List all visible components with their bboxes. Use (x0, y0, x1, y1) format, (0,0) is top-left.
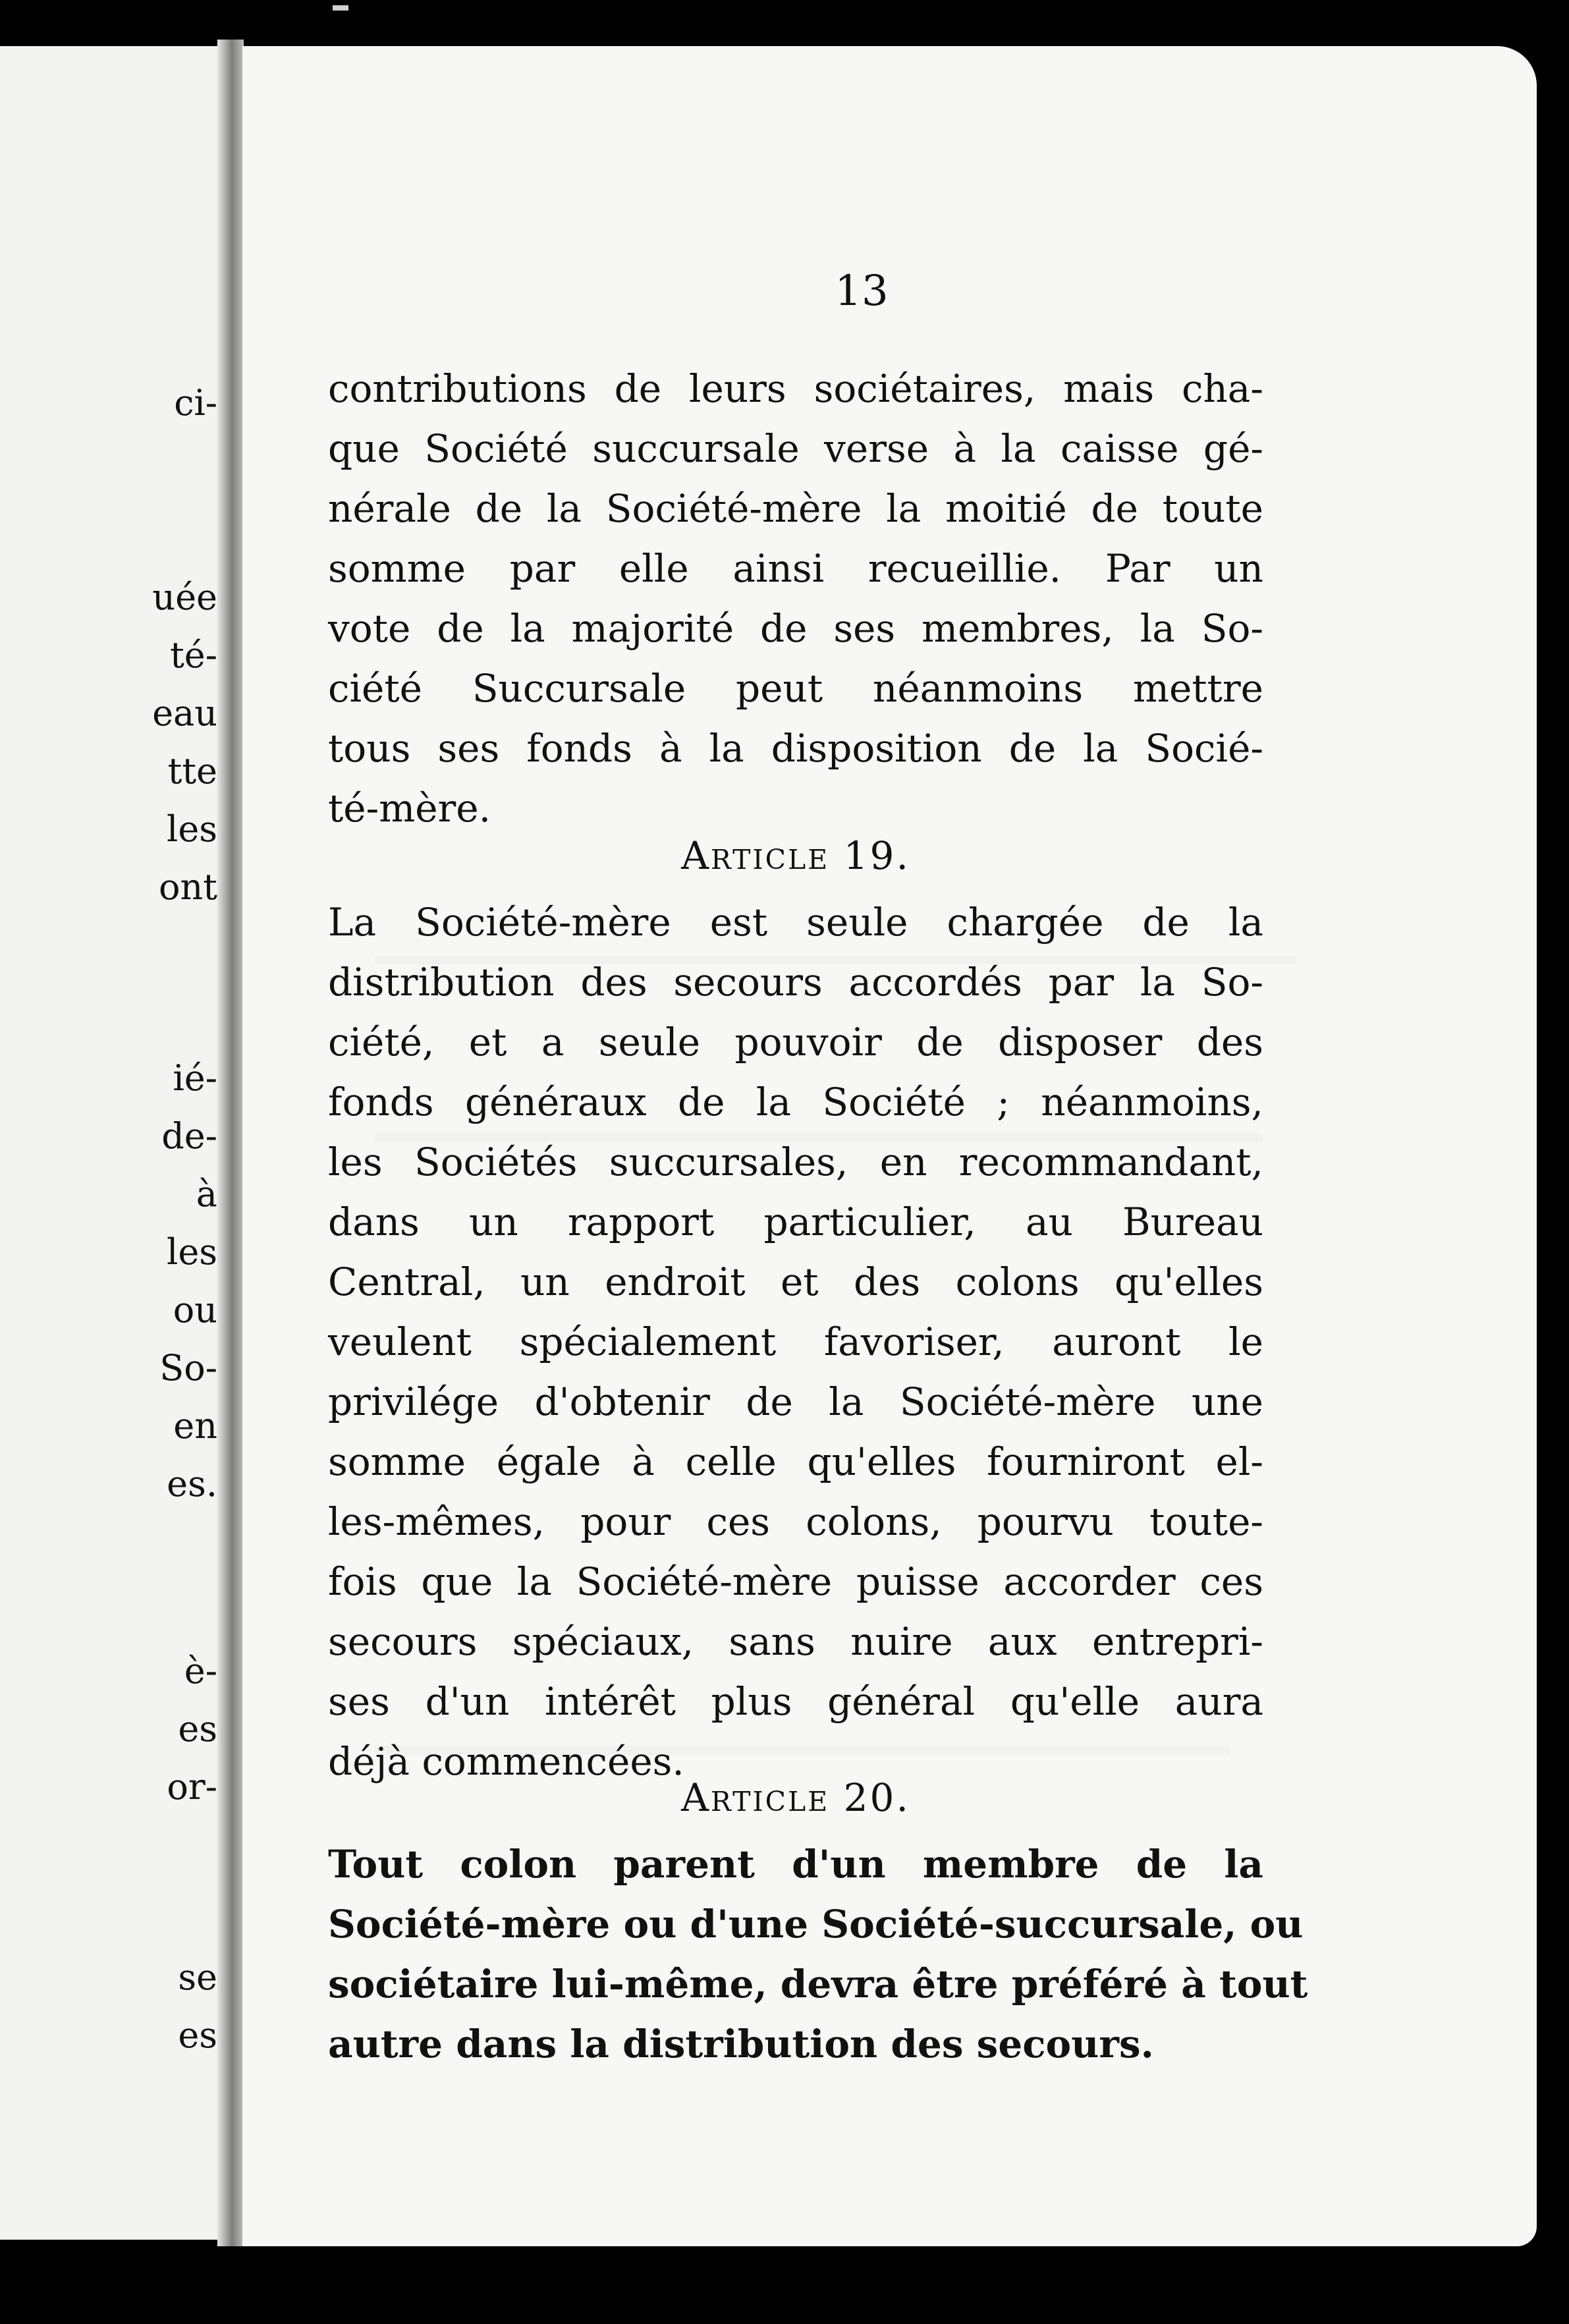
text-line: té-mère. (328, 786, 491, 831)
left-page-fragment: eau (152, 692, 217, 734)
text-line: distribution des secours accordés par la So- (328, 960, 1263, 1005)
article-19-heading: Article 19. (681, 833, 910, 878)
text-line: privilége d'obtenir de la Société-mère une (328, 1379, 1263, 1424)
text-line: fonds généraux de la Société ; néanmoins, (328, 1080, 1263, 1124)
text-line: ciété Succursale peut néanmoins mettre (328, 666, 1263, 711)
left-page-fragment: ou (173, 1289, 217, 1331)
left-page-fragment: les (167, 808, 217, 850)
left-page-fragment: tte (167, 750, 217, 792)
previous-page-edge (0, 46, 232, 2240)
left-page-fragment: So- (159, 1347, 217, 1389)
text-line: Tout colon parent d'un membre de la (328, 1842, 1263, 1887)
text-line: vote de la majorité de ses membres, la So- (328, 606, 1263, 651)
left-page-fragment: or- (167, 1766, 217, 1808)
article-19-paragraph (328, 893, 1263, 1792)
left-page-fragment: ié- (173, 1057, 217, 1099)
left-page-fragment: es. (167, 1463, 217, 1505)
text-line: somme égale à celle qu'elles fourniront el- (328, 1439, 1263, 1484)
text-line: fois que la Société-mère puisse accorder ces (328, 1559, 1263, 1604)
page-number: 13 (835, 267, 889, 316)
text-line: somme par elle ainsi recueillie. Par un (328, 546, 1263, 591)
text-line: les-mêmes, pour ces colons, pourvu toute- (328, 1499, 1263, 1544)
text-line: contributions de leurs sociétaires, mais cha- (328, 366, 1263, 411)
text-line: dans un rapport particulier, au Bureau (328, 1200, 1263, 1244)
text-line: secours spéciaux, sans nuire aux entrepri- (328, 1619, 1263, 1664)
text-line: La Société-mère est seule chargée de la (328, 900, 1263, 945)
text-line: ciété, et a seule pouvoir de disposer des (328, 1020, 1263, 1065)
left-page-fragment: es (178, 1708, 217, 1750)
left-page-fragment: de- (161, 1115, 217, 1157)
left-page-fragment: à (196, 1173, 217, 1215)
text-line: autre dans la distribution des secours. (328, 2022, 1154, 2066)
paragraph-continuation (328, 359, 1263, 839)
text-line: Société-mère ou d'une Société-succursale, ou (328, 1902, 1304, 1947)
left-page-fragment: è- (184, 1650, 217, 1692)
book-page (242, 46, 1537, 2246)
text-line: sociétaire lui-même, devra être préféré à tout (328, 1962, 1308, 2006)
left-page-fragment: es (178, 2014, 217, 2056)
text-line: tous ses fonds à la disposition de la Socié- (328, 726, 1263, 771)
text-line: Central, un endroit et des colons qu'elles (328, 1259, 1263, 1304)
text-line: déjà commencées. (328, 1739, 684, 1784)
text-line: ses d'un intérêt plus général qu'elle aura (328, 1679, 1263, 1724)
scan-mark (333, 5, 348, 11)
left-page-fragment: ont (159, 866, 217, 908)
left-page-fragment: té- (170, 634, 217, 676)
text-line: veulent spécialement favoriser, auront le (328, 1319, 1263, 1364)
left-page-fragment: en (173, 1405, 217, 1447)
left-page-fragment: ci- (174, 382, 217, 424)
book-gutter (217, 40, 244, 2246)
left-page-fragment: se (178, 1956, 217, 1998)
text-line: que Société succursale verse à la caisse gé- (328, 426, 1263, 471)
left-page-fragment: les (167, 1231, 217, 1273)
article-20-paragraph (328, 1835, 1308, 2074)
article-20-heading: Article 20. (681, 1775, 910, 1820)
text-line: les Sociétés succursales, en recommandant, (328, 1140, 1263, 1184)
left-page-fragment: uée (152, 576, 217, 618)
text-line: nérale de la Société-mère la moitié de toute (328, 486, 1263, 531)
